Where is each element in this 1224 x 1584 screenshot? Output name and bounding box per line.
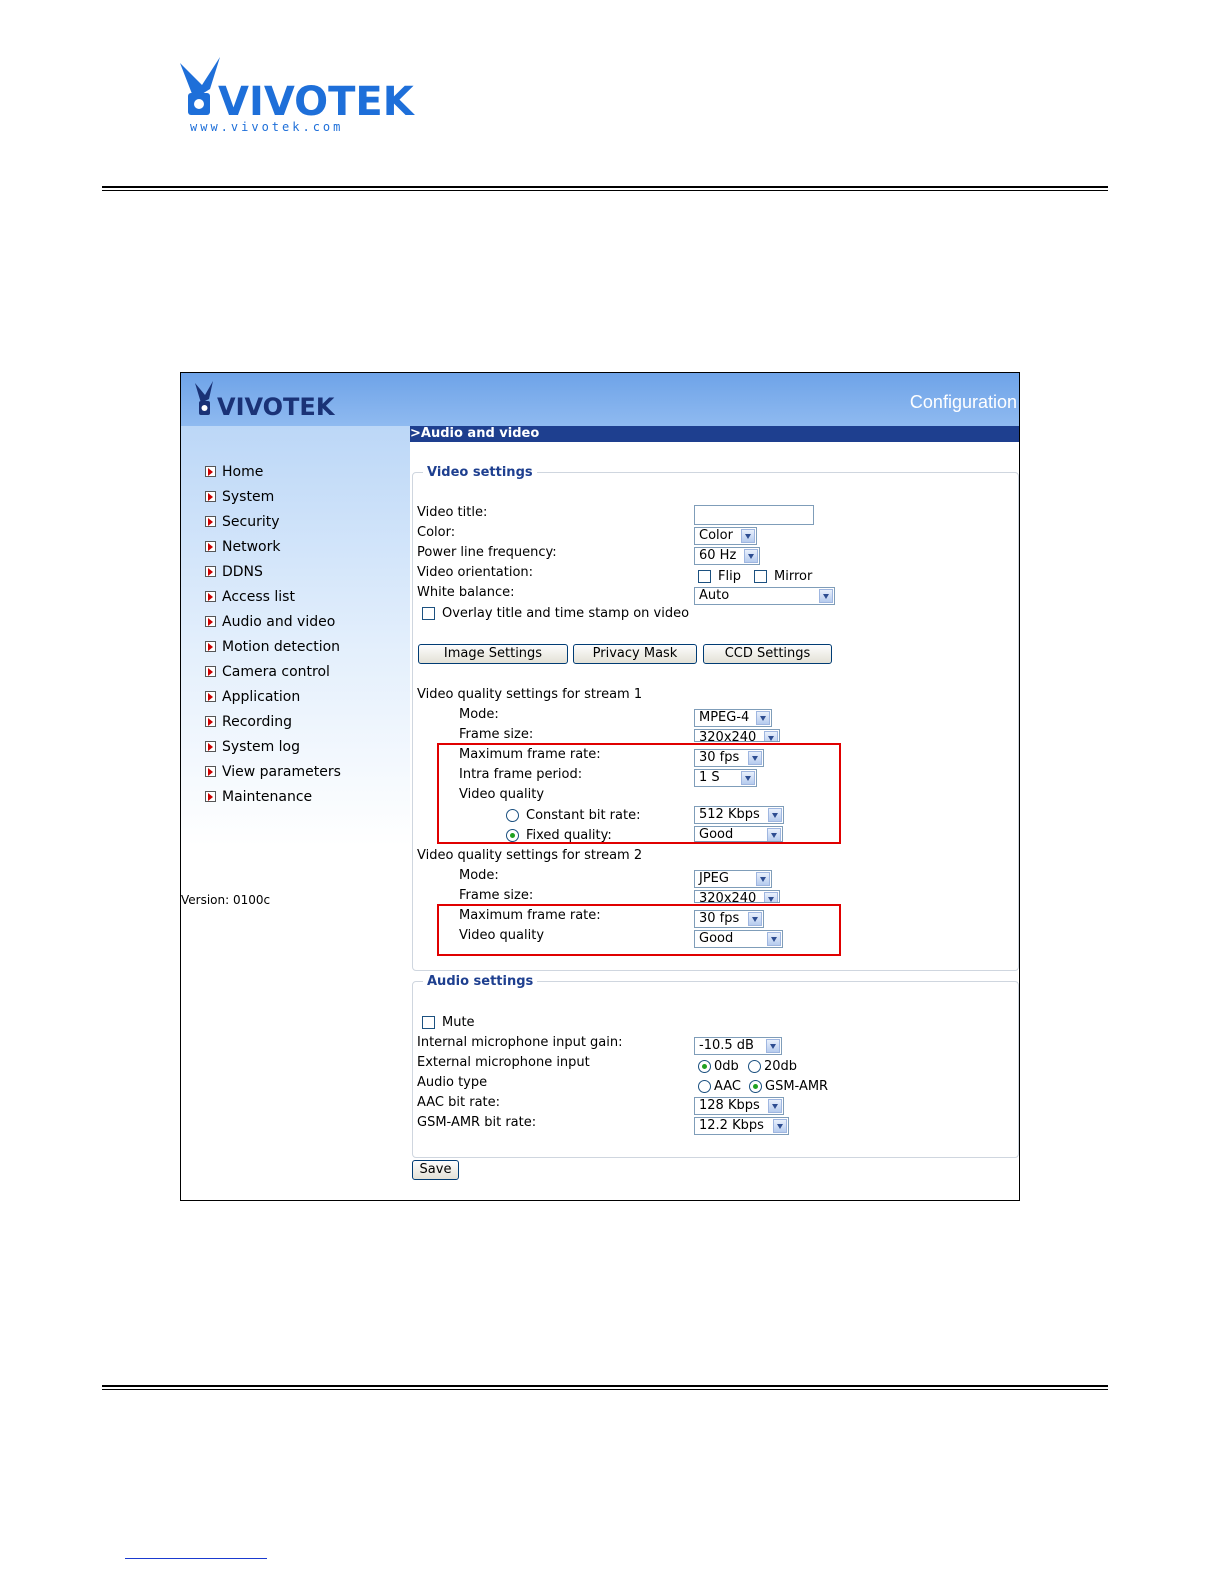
chevron-down-icon (741, 529, 755, 543)
stream2-quality-label: Video quality (459, 928, 545, 943)
chevron-down-icon (766, 1039, 780, 1053)
ext-mic-0db-radio[interactable] (698, 1060, 711, 1073)
power-line-select[interactable] (694, 547, 760, 565)
sidebar-item-label: System log (222, 739, 300, 755)
flip-checkbox[interactable] (698, 570, 711, 583)
privacy-mask-button[interactable]: Privacy Mask (573, 644, 697, 664)
sidebar-item-label: Network (222, 539, 281, 555)
stream2-quality-value: Good (699, 931, 734, 946)
mic-gain-label: Internal microphone input gain: (417, 1035, 623, 1050)
config-title: Configuration (909, 392, 1017, 412)
arrow-icon (205, 466, 216, 477)
mic-gain-select[interactable] (694, 1037, 782, 1055)
sidebar-item-label: Application (222, 689, 301, 705)
arrow-icon (205, 716, 216, 727)
mute-label: Mute (442, 1015, 475, 1030)
bottom-rule (102, 1385, 1108, 1390)
gsm-bitrate-label: GSM-AMR bit rate: (417, 1115, 537, 1130)
sidebar-item-access-list[interactable] (205, 588, 295, 606)
aac-bitrate-select[interactable] (694, 1097, 784, 1115)
mute-checkbox[interactable] (422, 1016, 435, 1029)
header-logo-text: VIVOTEK (217, 393, 335, 421)
arrow-icon (205, 591, 216, 602)
mic-gain-value: -10.5 dB (699, 1038, 754, 1053)
mirror-checkbox[interactable] (754, 570, 767, 583)
sidebar-item-maintenance[interactable] (205, 788, 312, 806)
highlight-box-stream2 (437, 904, 841, 956)
logo-url-text: www.vivotek.com (190, 120, 344, 134)
chevron-down-icon (764, 731, 778, 742)
stream1-mode-select[interactable] (694, 709, 772, 727)
highlight-box-stream1 (437, 743, 841, 844)
config-screenshot (180, 372, 1020, 1201)
stream2-mode-value: JPEG (699, 871, 729, 886)
flip-label: Flip (718, 569, 741, 584)
power-line-label: Power line frequency: (417, 545, 557, 560)
stream2-mode-select[interactable] (694, 870, 772, 888)
color-label: Color: (417, 525, 456, 540)
sidebar-item-camera-control[interactable] (205, 663, 330, 681)
white-balance-value: Auto (699, 588, 730, 603)
arrow-icon (205, 741, 216, 752)
arrow-icon (205, 666, 216, 677)
aac-bitrate-value: 128 Kbps (699, 1098, 760, 1113)
ext-mic-20db-radio[interactable] (748, 1060, 761, 1073)
stream1-frame-size-select[interactable] (694, 729, 780, 742)
sidebar-item-security[interactable] (205, 513, 280, 531)
chevron-down-icon (756, 872, 770, 886)
stream1-frame-size-value: 320x240 (699, 730, 757, 742)
sidebar-item-ddns[interactable] (205, 563, 263, 581)
stream1-intra-value: 1 S (699, 770, 720, 785)
header-logo (193, 379, 343, 421)
sidebar-item-system[interactable] (205, 488, 274, 506)
sidebar-item-label: Home (222, 464, 264, 480)
stream2-heading: Video quality settings for stream 2 (417, 848, 643, 863)
save-button[interactable]: Save (412, 1160, 459, 1180)
image-settings-button[interactable]: Image Settings (418, 644, 568, 664)
audio-type-label: Audio type (417, 1075, 488, 1090)
arrow-icon (205, 566, 216, 577)
aac-bitrate-label: AAC bit rate: (417, 1095, 501, 1110)
sidebar-item-motion-detection[interactable] (205, 638, 340, 656)
stream1-intra-label: Intra frame period: (459, 767, 583, 782)
sidebar-item-label: System (222, 489, 275, 505)
sidebar-item-home[interactable] (205, 463, 263, 481)
color-select[interactable] (694, 527, 757, 545)
overlay-checkbox[interactable] (422, 607, 435, 620)
version-text: Version: 0100c (181, 893, 271, 907)
sidebar-item-view-parameters[interactable] (205, 763, 341, 781)
stream1-mode-label: Mode: (459, 707, 499, 722)
chevron-down-icon (764, 892, 778, 903)
gsm-bitrate-select[interactable] (694, 1117, 789, 1135)
sidebar (181, 426, 410, 1201)
ccd-settings-button[interactable]: CCD Settings (703, 644, 832, 664)
stream1-max-rate-label: Maximum frame rate: (459, 747, 601, 762)
sidebar-item-network[interactable] (205, 538, 280, 556)
arrow-icon (205, 791, 216, 802)
cbr-label: Constant bit rate: (526, 808, 641, 823)
ext-mic-label: External microphone input (417, 1055, 590, 1070)
video-title-input[interactable] (694, 505, 814, 525)
ext-mic-0db-label: 0db (714, 1059, 739, 1074)
audio-type-aac-label: AAC (714, 1079, 741, 1094)
stream1-frame-size-label: Frame size: (459, 727, 534, 742)
sidebar-item-label: Audio and video (222, 614, 336, 630)
cbr-value: 512 Kbps (699, 807, 760, 822)
stream2-mode-label: Mode: (459, 868, 499, 883)
mirror-label: Mirror (774, 569, 813, 584)
sidebar-item-label: Access list (222, 589, 295, 605)
overlay-label: Overlay title and time stamp on video (442, 606, 690, 621)
audio-type-gsm-radio[interactable] (749, 1080, 762, 1093)
sidebar-item-label: Maintenance (222, 789, 313, 805)
gsm-bitrate-value: 12.2 Kbps (699, 1118, 764, 1133)
stream1-max-rate-value: 30 fps (699, 750, 740, 765)
stream2-frame-size-select[interactable] (694, 890, 780, 903)
arrow-icon (205, 766, 216, 777)
stream1-quality-label: Video quality (459, 787, 545, 802)
color-value: Color (699, 528, 733, 543)
arrow-icon (205, 541, 216, 552)
stream2-frame-size-value: 320x240 (699, 891, 757, 903)
top-rule (102, 186, 1108, 191)
orientation-label: Video orientation: (417, 565, 534, 580)
fixed-quality-value: Good (699, 827, 734, 842)
chevron-down-icon (768, 1099, 782, 1113)
white-balance-select[interactable] (694, 587, 835, 605)
white-balance-label: White balance: (417, 585, 515, 600)
audio-type-gsm-label: GSM-AMR (765, 1079, 829, 1094)
stream1-mode-value: MPEG-4 (699, 710, 750, 725)
logo-brand-text: VIVOTEK (218, 79, 414, 125)
sidebar-item-label: Camera control (222, 664, 330, 680)
page-title: >Audio and video (410, 426, 1020, 442)
sidebar-item-label: Motion detection (222, 639, 341, 655)
config-header (181, 373, 1019, 426)
sidebar-item-label: View parameters (222, 764, 341, 780)
arrow-icon (205, 516, 216, 527)
chevron-down-icon (744, 549, 758, 563)
chevron-down-icon (773, 1119, 787, 1133)
arrow-icon (205, 616, 216, 627)
stream2-max-rate-value: 30 fps (699, 911, 740, 926)
arrow-icon (205, 641, 216, 652)
footer-link-underline (125, 1558, 267, 1559)
ext-mic-20db-label: 20db (764, 1059, 798, 1074)
vivotek-logo (172, 55, 422, 135)
stream2-max-rate-label: Maximum frame rate: (459, 908, 601, 923)
sidebar-item-label: DDNS (222, 564, 263, 580)
sidebar-item-label: Security (222, 514, 280, 530)
sidebar-item-label: Recording (222, 714, 293, 730)
arrow-icon (205, 491, 216, 502)
stream1-heading: Video quality settings for stream 1 (417, 687, 643, 702)
audio-settings-legend: Audio settings (423, 974, 537, 989)
chevron-down-icon (819, 589, 833, 603)
arrow-icon (205, 691, 216, 702)
power-line-value: 60 Hz (699, 548, 737, 563)
sidebar-item-system-log[interactable] (205, 738, 300, 756)
fixed-quality-label: Fixed quality: (526, 828, 612, 842)
sidebar-item-application[interactable] (205, 688, 300, 706)
video-title-label: Video title: (417, 505, 488, 520)
audio-type-aac-radio[interactable] (698, 1080, 711, 1093)
sidebar-item-audio-video[interactable] (205, 613, 335, 631)
chevron-down-icon (756, 711, 770, 725)
stream2-frame-size-label: Frame size: (459, 888, 534, 903)
video-settings-legend: Video settings (423, 465, 537, 480)
sidebar-item-recording[interactable] (205, 713, 292, 731)
